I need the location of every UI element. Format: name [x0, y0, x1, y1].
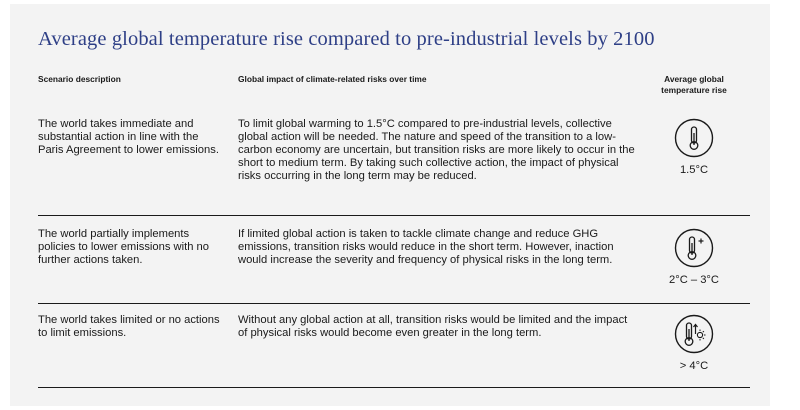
impact-description: If limited global action is taken to tackle climate change and reduce GHG emissions, transition risks would reduce in the short term. However, inaction would increase the severity and frequency of physical risks in the long term.	[238, 228, 614, 266]
temperature-value: 1.5°C	[679, 164, 709, 176]
temperature-cell	[640, 314, 748, 372]
header-impact: Global impact of climate-related risks over time	[238, 74, 427, 84]
impact-description: To limit global warming to 1.5°C compared to pre-industrial levels, collective global action will be needed. The nature and speed of the transition to a low-carbon economy are uncertain, but transition risks are more likely to occur in the short to medium term. By taking such collective action, the impact of physical risks occurring in the long term may be reduced.	[238, 118, 635, 182]
thermometer-plus-icon	[674, 228, 714, 268]
page-title: Average global temperature rise compared to pre-industrial levels by 2100	[38, 28, 655, 50]
thermometer-rising-sun-icon	[674, 314, 714, 354]
scenario-description: The world partially implements policies to lower emissions with no further actions taken.	[38, 228, 209, 266]
temperature-value: > 4°C	[679, 360, 709, 372]
scenario-description: The world takes immediate and substantial action in line with the Paris Agreement to lower emissions.	[38, 118, 219, 156]
row-divider	[38, 387, 750, 388]
temperature-value: 2°C – 3°C	[669, 274, 719, 286]
scenario-description: The world takes limited or no actions to limit emissions.	[38, 314, 220, 339]
row-divider	[38, 215, 750, 216]
header-temperature: Average global temperature rise	[661, 74, 727, 95]
temperature-cell	[640, 118, 748, 176]
row-divider	[38, 303, 750, 304]
document-page	[10, 4, 770, 406]
thermometer-icon	[674, 118, 714, 158]
temperature-cell	[640, 228, 748, 286]
header-scenario: Scenario description	[38, 74, 121, 84]
impact-description: Without any global action at all, transition risks would be limited and the impact of physical risks would become even greater in the long term.	[238, 314, 628, 339]
